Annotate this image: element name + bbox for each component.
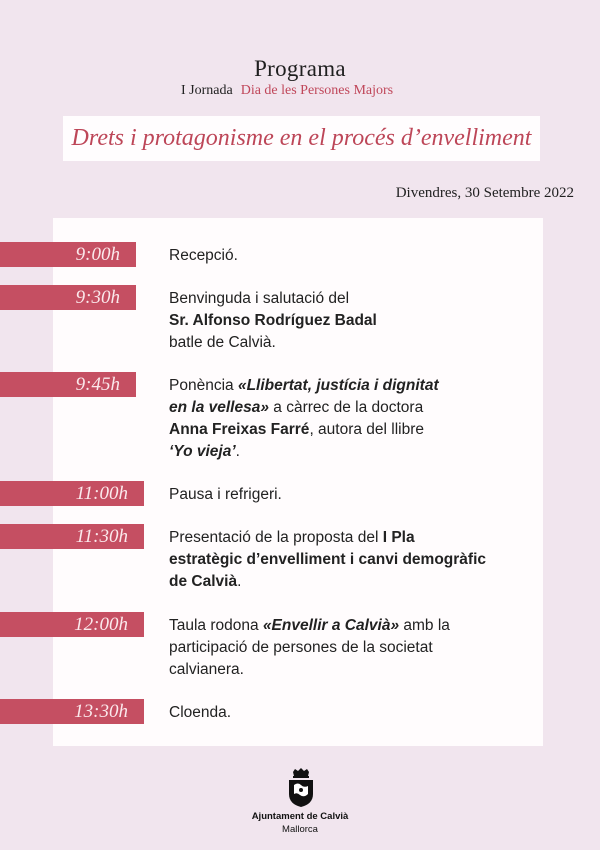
entry-line-rich: de Calvià. xyxy=(169,573,242,590)
time-label: 9:30h xyxy=(75,286,120,308)
schedule-entry xyxy=(169,484,499,506)
entry-line-rich: en la vellesa» a càrrec de la doctora xyxy=(169,399,424,416)
entry-line-rich: Anna Freixas Farré, autora del llibre xyxy=(169,421,425,438)
time-bar xyxy=(0,372,136,397)
schedule-entry xyxy=(169,615,499,681)
schedule-entry xyxy=(169,245,499,267)
entry-line: batle de Calvià. xyxy=(169,334,276,351)
schedule-entry xyxy=(169,375,499,463)
time-bar xyxy=(0,612,144,637)
org-region: Mallorca xyxy=(282,824,318,835)
org-name: Ajuntament de Calvià xyxy=(251,811,349,822)
time-label: 9:00h xyxy=(75,243,120,265)
time-label: 11:00h xyxy=(75,482,128,504)
time-label: 9:45h xyxy=(75,373,120,395)
entry-line-rich: Ponència «Llibertat, justícia i dignitat xyxy=(169,377,439,394)
time-label: 12:00h xyxy=(74,613,128,635)
entry-line-rich: ‘Yo vieja’. xyxy=(169,443,240,460)
jornada-label: I Jornada xyxy=(181,83,233,98)
entry-line: Cloenda. xyxy=(169,704,232,721)
entry-line: calvianera. xyxy=(169,661,244,678)
day-name: Dia de les Persones Majors xyxy=(240,83,394,98)
schedule-entry xyxy=(169,702,499,724)
entry-line-rich: estratègic d’envelliment i canvi demogràfic xyxy=(169,551,487,568)
schedule-entry xyxy=(169,527,499,593)
time-bar xyxy=(0,699,144,724)
coat-of-arms-icon xyxy=(281,768,321,808)
time-bar xyxy=(0,481,144,506)
time-bar xyxy=(0,242,136,267)
entry-line: Benvinguda i salutació del xyxy=(169,290,350,307)
entry-line: participació de persones de la societat xyxy=(169,639,433,656)
time-label: 11:30h xyxy=(75,525,128,547)
entry-line-bold: Sr. Alfonso Rodríguez Badal xyxy=(169,312,377,329)
time-bar xyxy=(0,285,136,310)
event-subtitle xyxy=(181,83,393,99)
time-bar xyxy=(0,524,144,549)
theme-box xyxy=(63,116,540,161)
time-label: 13:30h xyxy=(74,700,128,722)
entry-line: Recepció. xyxy=(169,247,238,264)
entry-line-rich: Taula rodona «Envellir a Calvià» amb la xyxy=(169,617,450,634)
entry-line: Pausa i refrigeri. xyxy=(169,486,282,503)
page-title: Programa xyxy=(254,56,346,81)
schedule-entry xyxy=(169,288,499,354)
theme-text: Drets i protagonisme en el procés d’envelliment xyxy=(71,125,532,151)
event-date: Divendres, 30 Setembre 2022 xyxy=(395,185,574,201)
entry-line-rich: Presentació de la proposta del I Pla xyxy=(169,529,415,546)
